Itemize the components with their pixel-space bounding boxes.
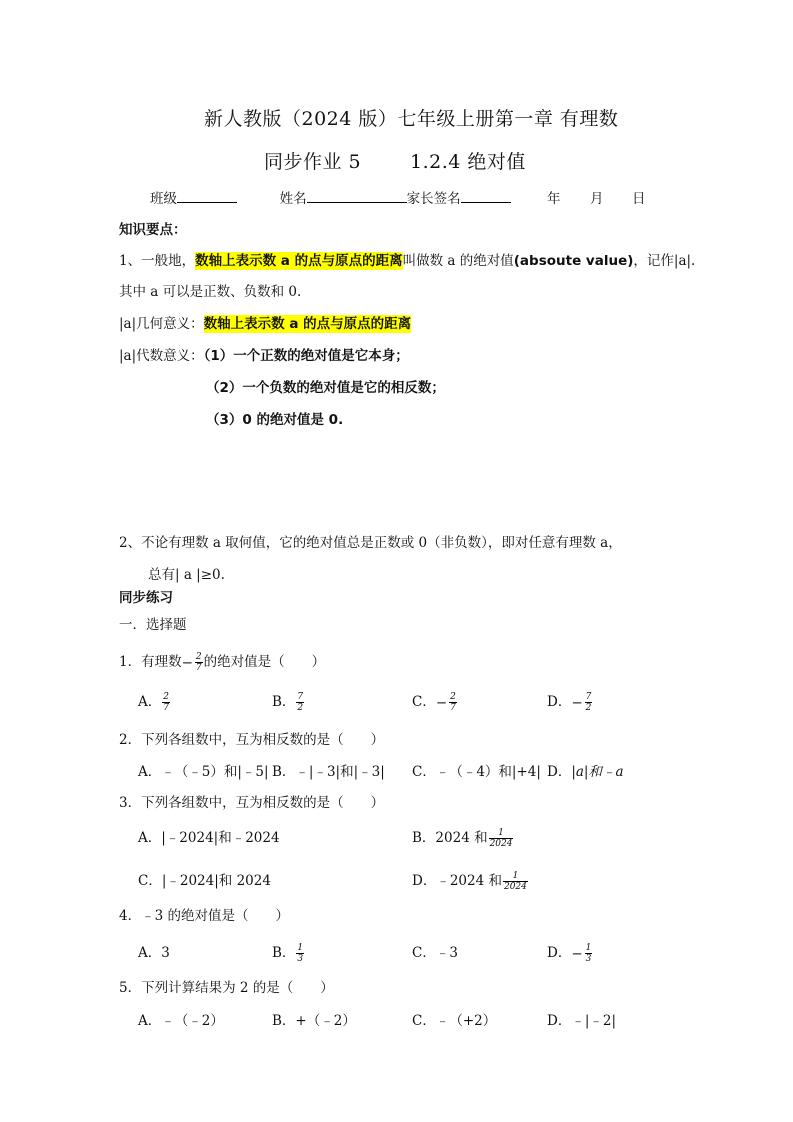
q4-b-fraction	[296, 943, 304, 964]
section-heading: 一．选择题	[119, 617, 187, 633]
q1-a-fraction	[162, 692, 170, 713]
question-3-stem: 3．下列各组数中，互为相反数的是（ ）	[119, 795, 385, 811]
q1-pre: 1．有理数	[119, 654, 182, 670]
alg-label: |a|代数意义：	[119, 348, 204, 364]
q1-d-label: D．	[547, 694, 572, 710]
geometric-meaning	[119, 312, 411, 332]
q2-option-d[interactable]	[547, 760, 624, 780]
knowledge-point-2-cont: 总有| a |≥0.	[148, 567, 225, 583]
algebraic-meaning	[119, 344, 409, 364]
q4-b-label: B．	[272, 945, 296, 961]
alg-rule-2: （2）一个负数的绝对值是它的相反数；	[206, 380, 445, 396]
kp1-post: ，记作|a|.	[633, 253, 696, 269]
question-2-stem: 2．下列各组数中，互为相反数的是（ ）	[119, 732, 385, 748]
kp1-highlight: 数轴上表示数 a 的点与原点的距离	[195, 253, 403, 269]
parent-signature-label: 家长签名	[406, 191, 461, 207]
q1-d-den: 2	[585, 703, 592, 713]
q1-b-fraction	[296, 692, 304, 713]
q5-option-d[interactable]: D．﹣|﹣2|	[547, 1013, 617, 1029]
geo-highlight: 数轴上表示数 a 的点与原点的距离	[203, 316, 412, 332]
q1-minus: −	[181, 654, 193, 671]
kp1-english: (absoute value)	[513, 253, 634, 269]
q3-d-pre: D．﹣2024 和	[412, 873, 502, 889]
q1-d-minus: −	[571, 694, 583, 711]
name-field[interactable]	[307, 188, 407, 203]
q5-option-b[interactable]: B．+（﹣2）	[272, 1013, 356, 1029]
q4-d-num: 1	[585, 943, 592, 953]
class-label: 班级	[150, 191, 177, 207]
q3-option-b[interactable]	[412, 826, 514, 849]
q1-option-d[interactable]	[547, 690, 593, 713]
q3-option-d[interactable]	[412, 869, 529, 892]
q2-option-c[interactable]: C．﹣（﹣4）和|+4|	[412, 764, 541, 780]
q1-fraction	[195, 652, 203, 673]
q4-d-den: 3	[585, 954, 592, 964]
q1-num: 2	[195, 652, 202, 662]
q3-b-pre: B．2024 和	[412, 830, 488, 846]
q1-c-minus: −	[435, 694, 448, 711]
q1-post: 的绝对值是（ ）	[203, 654, 326, 670]
q1-c-fraction	[449, 692, 457, 713]
q3-option-c[interactable]: C．|﹣2024|和 2024	[138, 873, 271, 889]
q1-b-den: 2	[297, 703, 304, 713]
document-title: 新人教版（2024 版）七年级上册第一章 有理数	[204, 108, 619, 130]
q1-option-b[interactable]	[272, 690, 305, 713]
q4-d-minus: −	[571, 945, 583, 962]
q5-option-a[interactable]: A．﹣（﹣2）	[138, 1013, 224, 1029]
document-subtitle-left: 同步作业 5	[264, 151, 362, 173]
q1-option-a[interactable]	[138, 690, 171, 713]
day-label: 日	[632, 191, 646, 207]
q1-option-c[interactable]	[412, 690, 458, 713]
geo-label: |a|几何意义：	[119, 316, 204, 332]
practice-heading: 同步练习	[119, 590, 173, 606]
q3-d-num: 1	[503, 871, 528, 882]
q4-option-a[interactable]: A．3	[138, 945, 170, 961]
q3-b-fraction	[489, 828, 514, 849]
q5-option-c[interactable]: C．﹣（+2）	[412, 1013, 497, 1029]
q3-d-den: 2024	[503, 882, 527, 892]
q4-d-label: D．	[547, 945, 572, 961]
q3-option-a[interactable]: A．|﹣2024|和﹣2024	[138, 830, 280, 846]
q4-d-fraction	[585, 943, 593, 964]
q1-c-label: C．	[412, 694, 436, 710]
q3-b-den: 2024	[489, 839, 513, 849]
parent-signature-field[interactable]	[461, 188, 511, 203]
knowledge-heading: 知识要点：	[119, 222, 187, 238]
alg-rule-3: （3）0 的绝对值是 0.	[206, 412, 344, 428]
q4-option-d[interactable]	[547, 941, 593, 964]
q1-a-num: 2	[163, 692, 169, 702]
document-subtitle-right: 1.2.4 绝对值	[410, 151, 526, 173]
question-4-stem: 4．﹣3 的绝对值是（ ）	[119, 908, 289, 924]
q4-b-den: 3	[297, 954, 304, 964]
kp1-pre: 1、一般地，	[119, 253, 196, 269]
q2-option-b[interactable]: B．﹣|﹣3|和|﹣3|	[272, 764, 385, 780]
kp1-mid: 叫做数 a 的绝对值	[402, 253, 514, 269]
knowledge-point-1-cont: 其中 a 可以是正数、负数和 0.	[119, 284, 302, 300]
knowledge-point-1	[119, 249, 695, 269]
q2-d-text: |a|和﹣a	[571, 764, 624, 780]
q1-d-num: 7	[585, 692, 592, 702]
q1-b-label: B．	[272, 694, 296, 710]
q4-option-b[interactable]	[272, 941, 305, 964]
year-label: 年	[547, 191, 561, 207]
alg-rule-1: （1）一个正数的绝对值是它本身；	[203, 348, 409, 364]
q1-d-fraction	[585, 692, 593, 713]
q1-b-num: 7	[297, 692, 304, 702]
knowledge-point-2: 2、不论有理数 a 取何值，它的绝对值总是正数或 0（非负数），即对任意有理数 a，	[119, 535, 622, 551]
name-label: 姓名	[279, 191, 307, 207]
q1-c-num: 2	[450, 692, 456, 702]
q4-option-c[interactable]: C．﹣3	[412, 945, 458, 961]
info-line	[150, 187, 511, 207]
q1-c-den: 7	[450, 703, 456, 713]
q3-d-fraction	[503, 871, 528, 892]
q2-d-label: D．	[547, 764, 572, 780]
class-field[interactable]	[177, 188, 237, 203]
month-label: 月	[590, 191, 604, 207]
q2-option-a[interactable]: A．﹣（﹣5）和|﹣5|	[138, 764, 269, 780]
q1-a-label: A．	[138, 694, 162, 710]
q1-den: 7	[195, 663, 202, 673]
q1-a-den: 7	[163, 703, 169, 713]
question-1-stem	[119, 650, 325, 673]
q4-b-num: 1	[297, 943, 304, 953]
q3-b-num: 1	[489, 828, 514, 839]
question-5-stem: 5．下列计算结果为 2 的是（ ）	[119, 980, 334, 996]
